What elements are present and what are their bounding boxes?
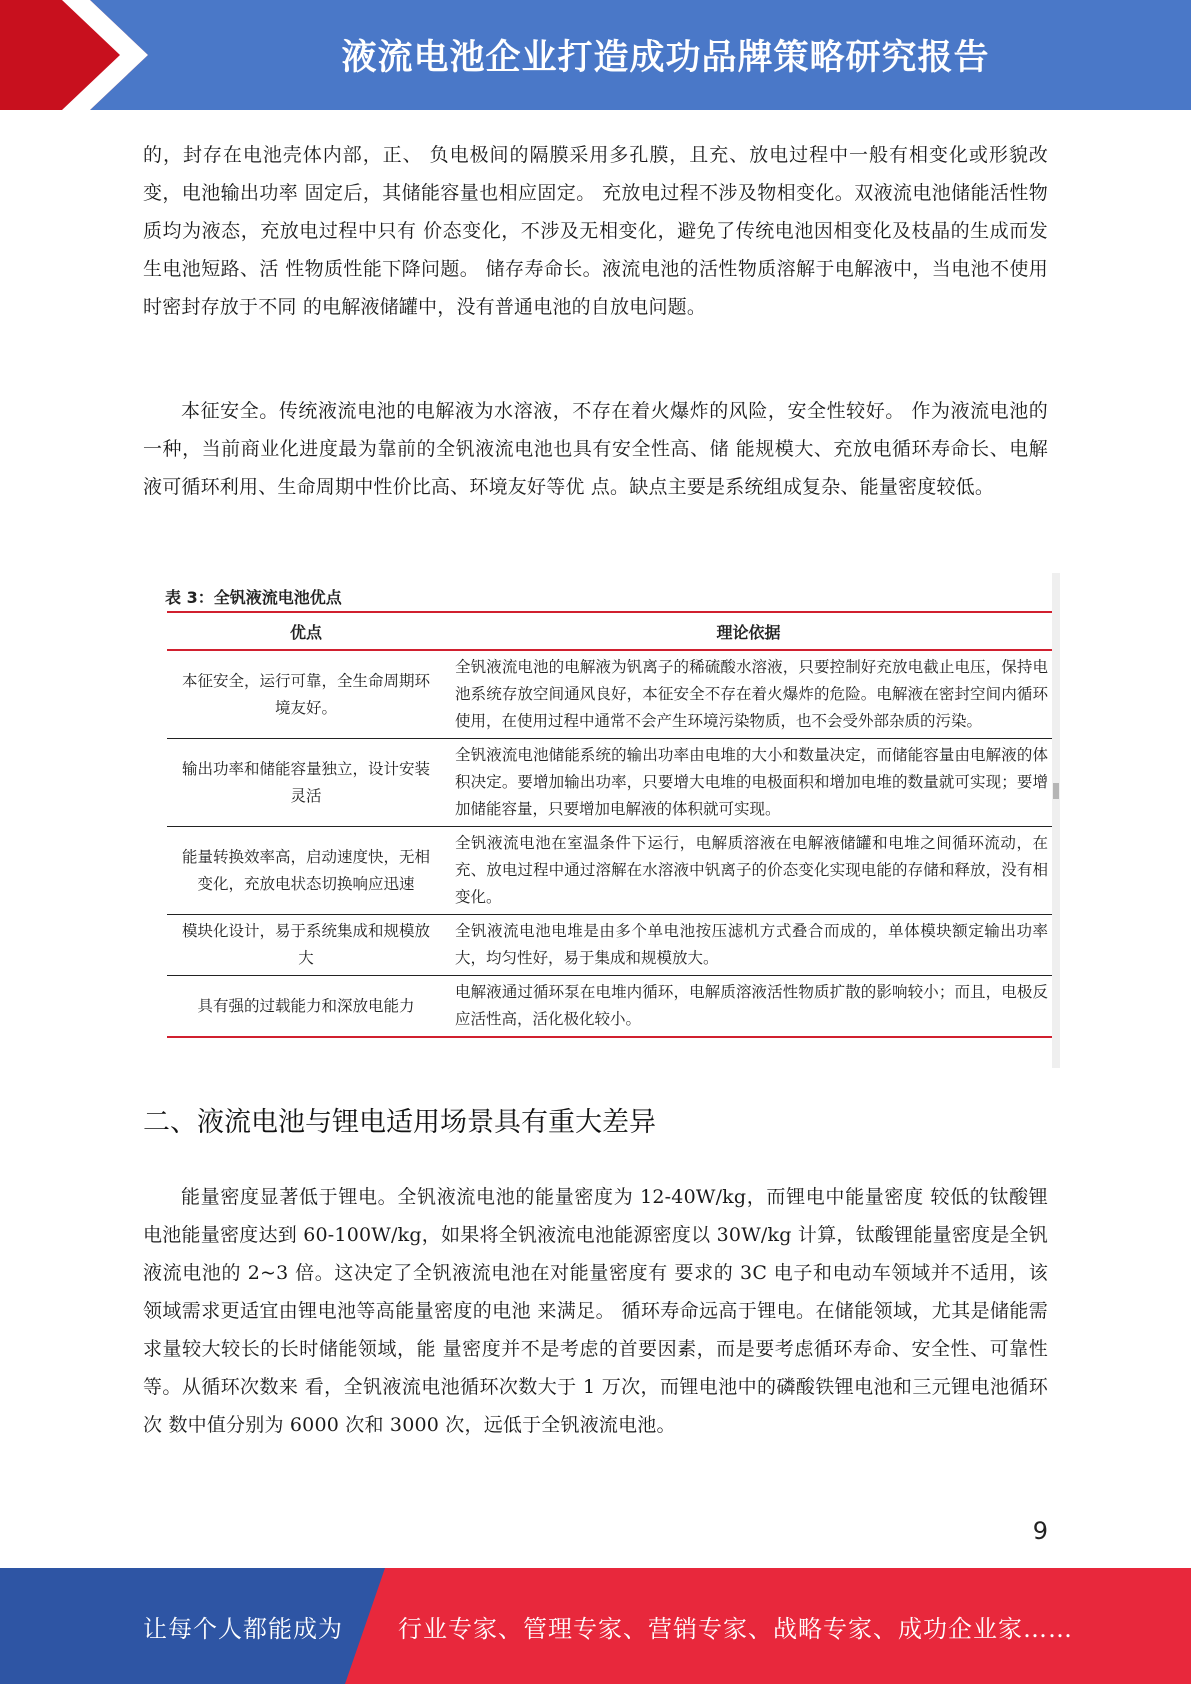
page-footer bbox=[0, 1568, 1191, 1684]
paragraph-2: 本征安全。传统液流电池的电解液为水溶液，不存在着火爆炸的风险，安全性较好。 作为液流电池的一种，当前商业化进度最为靠前的全钒液流电池也具有安全性高、储 能规模大、充放电循环寿命长、电解液可循环利用、生命周期中性价比高、环境友好等优 点。缺点主要是系统组成复杂、能量密度较低。 bbox=[143, 400, 1048, 498]
report-title: 液流电池企业打造成功品牌策略研究报告 bbox=[341, 38, 990, 78]
scrollbar-thumb[interactable] bbox=[1053, 783, 1059, 799]
table-row bbox=[167, 827, 1052, 915]
page-header bbox=[0, 0, 1191, 110]
table-row bbox=[167, 915, 1052, 976]
paragraph-1: 的，封存在电池壳体内部，正、 负电极间的隔膜采用多孔膜，且充、放电过程中一般有相变化或形貌改变，电池输出功率 固定后，其储能容量也相应固定。 充放电过程不涉及物相变化。双液流电池储能活性物质均为液态，充放电过程中只有 价态变化，不涉及无相变化，避免了传统电池因相变化及枝晶的生成而发生电池短路、活 性物质性能下降问题。 储存寿命长。液流电池的活性物质溶解于电解液中，当电池不使用时密封存放于不同 的电解液储罐中，没有普通电池的自放电问题。 bbox=[143, 144, 1048, 318]
basis-cell: 全钒液流电池的电解液为钒离子的稀硫酸水溶液，只要控制好充放电截止电压，保持电池系统存放空间通风良好，本征安全不存在着火爆炸的危险。电解液在密封空间内循环使用，在使用过程中通常不会产生环境污染物质，也不会受外部杂质的污染。 bbox=[445, 650, 1052, 739]
footer-slogan-right: 行业专家、管理专家、营销专家、战略专家、成功企业家…… bbox=[398, 1614, 1073, 1643]
advantage-cell: 输出功率和储能容量独立，设计安装灵活 bbox=[167, 739, 445, 827]
table-header-row bbox=[167, 612, 1052, 650]
footer-slogan-left: 让每个人都能成为 bbox=[143, 1614, 343, 1643]
page-number: 9 bbox=[1032, 1517, 1048, 1545]
table-row bbox=[167, 650, 1052, 739]
basis-cell: 全钒液流电池在室温条件下运行，电解质溶液在电解液储罐和电堆之间循环流动，在充、放电过程中通过溶解在水溶液中钒离子的价态变化实现电能的存储和释放，没有相变化。 bbox=[445, 827, 1052, 915]
section-heading: 二、液流电池与锂电适用场景具有重大差异 bbox=[143, 1107, 656, 1138]
paragraph-3: 能量密度显著低于锂电。全钒液流电池的能量密度为 12-40W/kg，而锂电中能量密度 较低的钛酸锂电池能量密度达到 60-100W/kg，如果将全钒液流电池能源密度以 30W/kg 计算，钛酸锂能量密度是全钒液流电池的 2~3 倍。这决定了全钒液流电池在对能量密度有 要求的 3C 电子和电动车领域并不适用，该领域需求更适宜由锂电池等高能量密度的电池 来满足。 循环寿命远高于锂电。在储能领域，尤其是储能需求量较大较长的长时储能领域，能 量密度并不是考虑的首要因素，而是要考虑循环寿命、安全性、可靠性等。从循环次数来 看，全钒液流电池循环次数大于 1 万次，而锂电池中的磷酸铁锂电池和三元锂电池循环次 数中值分别为 6000 次和 3000 次，远低于全钒液流电池。 bbox=[143, 1186, 1048, 1436]
advantage-cell: 具有强的过载能力和深放电能力 bbox=[167, 976, 445, 1038]
table-row bbox=[167, 976, 1052, 1038]
column-header-basis: 理论依据 bbox=[445, 612, 1052, 650]
basis-cell: 全钒液流电池电堆是由多个单电池按压滤机方式叠合而成的，单体模块额定输出功率大，均匀性好，易于集成和规模放大。 bbox=[445, 915, 1052, 976]
basis-cell: 全钒液流电池储能系统的输出功率由电堆的大小和数量决定，而储能容量由电解液的体积决定。要增加输出功率，只要增大电堆的电极面积和增加电堆的数量就可实现；要增加储能容量，只要增加电解液的体积就可实现。 bbox=[445, 739, 1052, 827]
table-scrollbar[interactable] bbox=[1052, 573, 1060, 1068]
header-red-arrow-decoration bbox=[0, 0, 150, 110]
advantages-table-figure bbox=[155, 573, 1060, 1068]
advantage-cell: 能量转换效率高，启动速度快，无相变化，充放电状态切换响应迅速 bbox=[167, 827, 445, 915]
basis-cell: 电解液通过循环泵在电堆内循环，电解质溶液活性物质扩散的影响较小；而且，电极反应活性高，活化极化较小。 bbox=[445, 976, 1052, 1038]
table-row bbox=[167, 739, 1052, 827]
advantages-table bbox=[167, 611, 1052, 1038]
table-caption: 表 3：全钒液流电池优点 bbox=[165, 588, 342, 607]
advantage-cell: 本征安全，运行可靠，全生命周期环境友好。 bbox=[167, 650, 445, 739]
column-header-advantage: 优点 bbox=[167, 612, 445, 650]
advantage-cell: 模块化设计，易于系统集成和规模放大 bbox=[167, 915, 445, 976]
